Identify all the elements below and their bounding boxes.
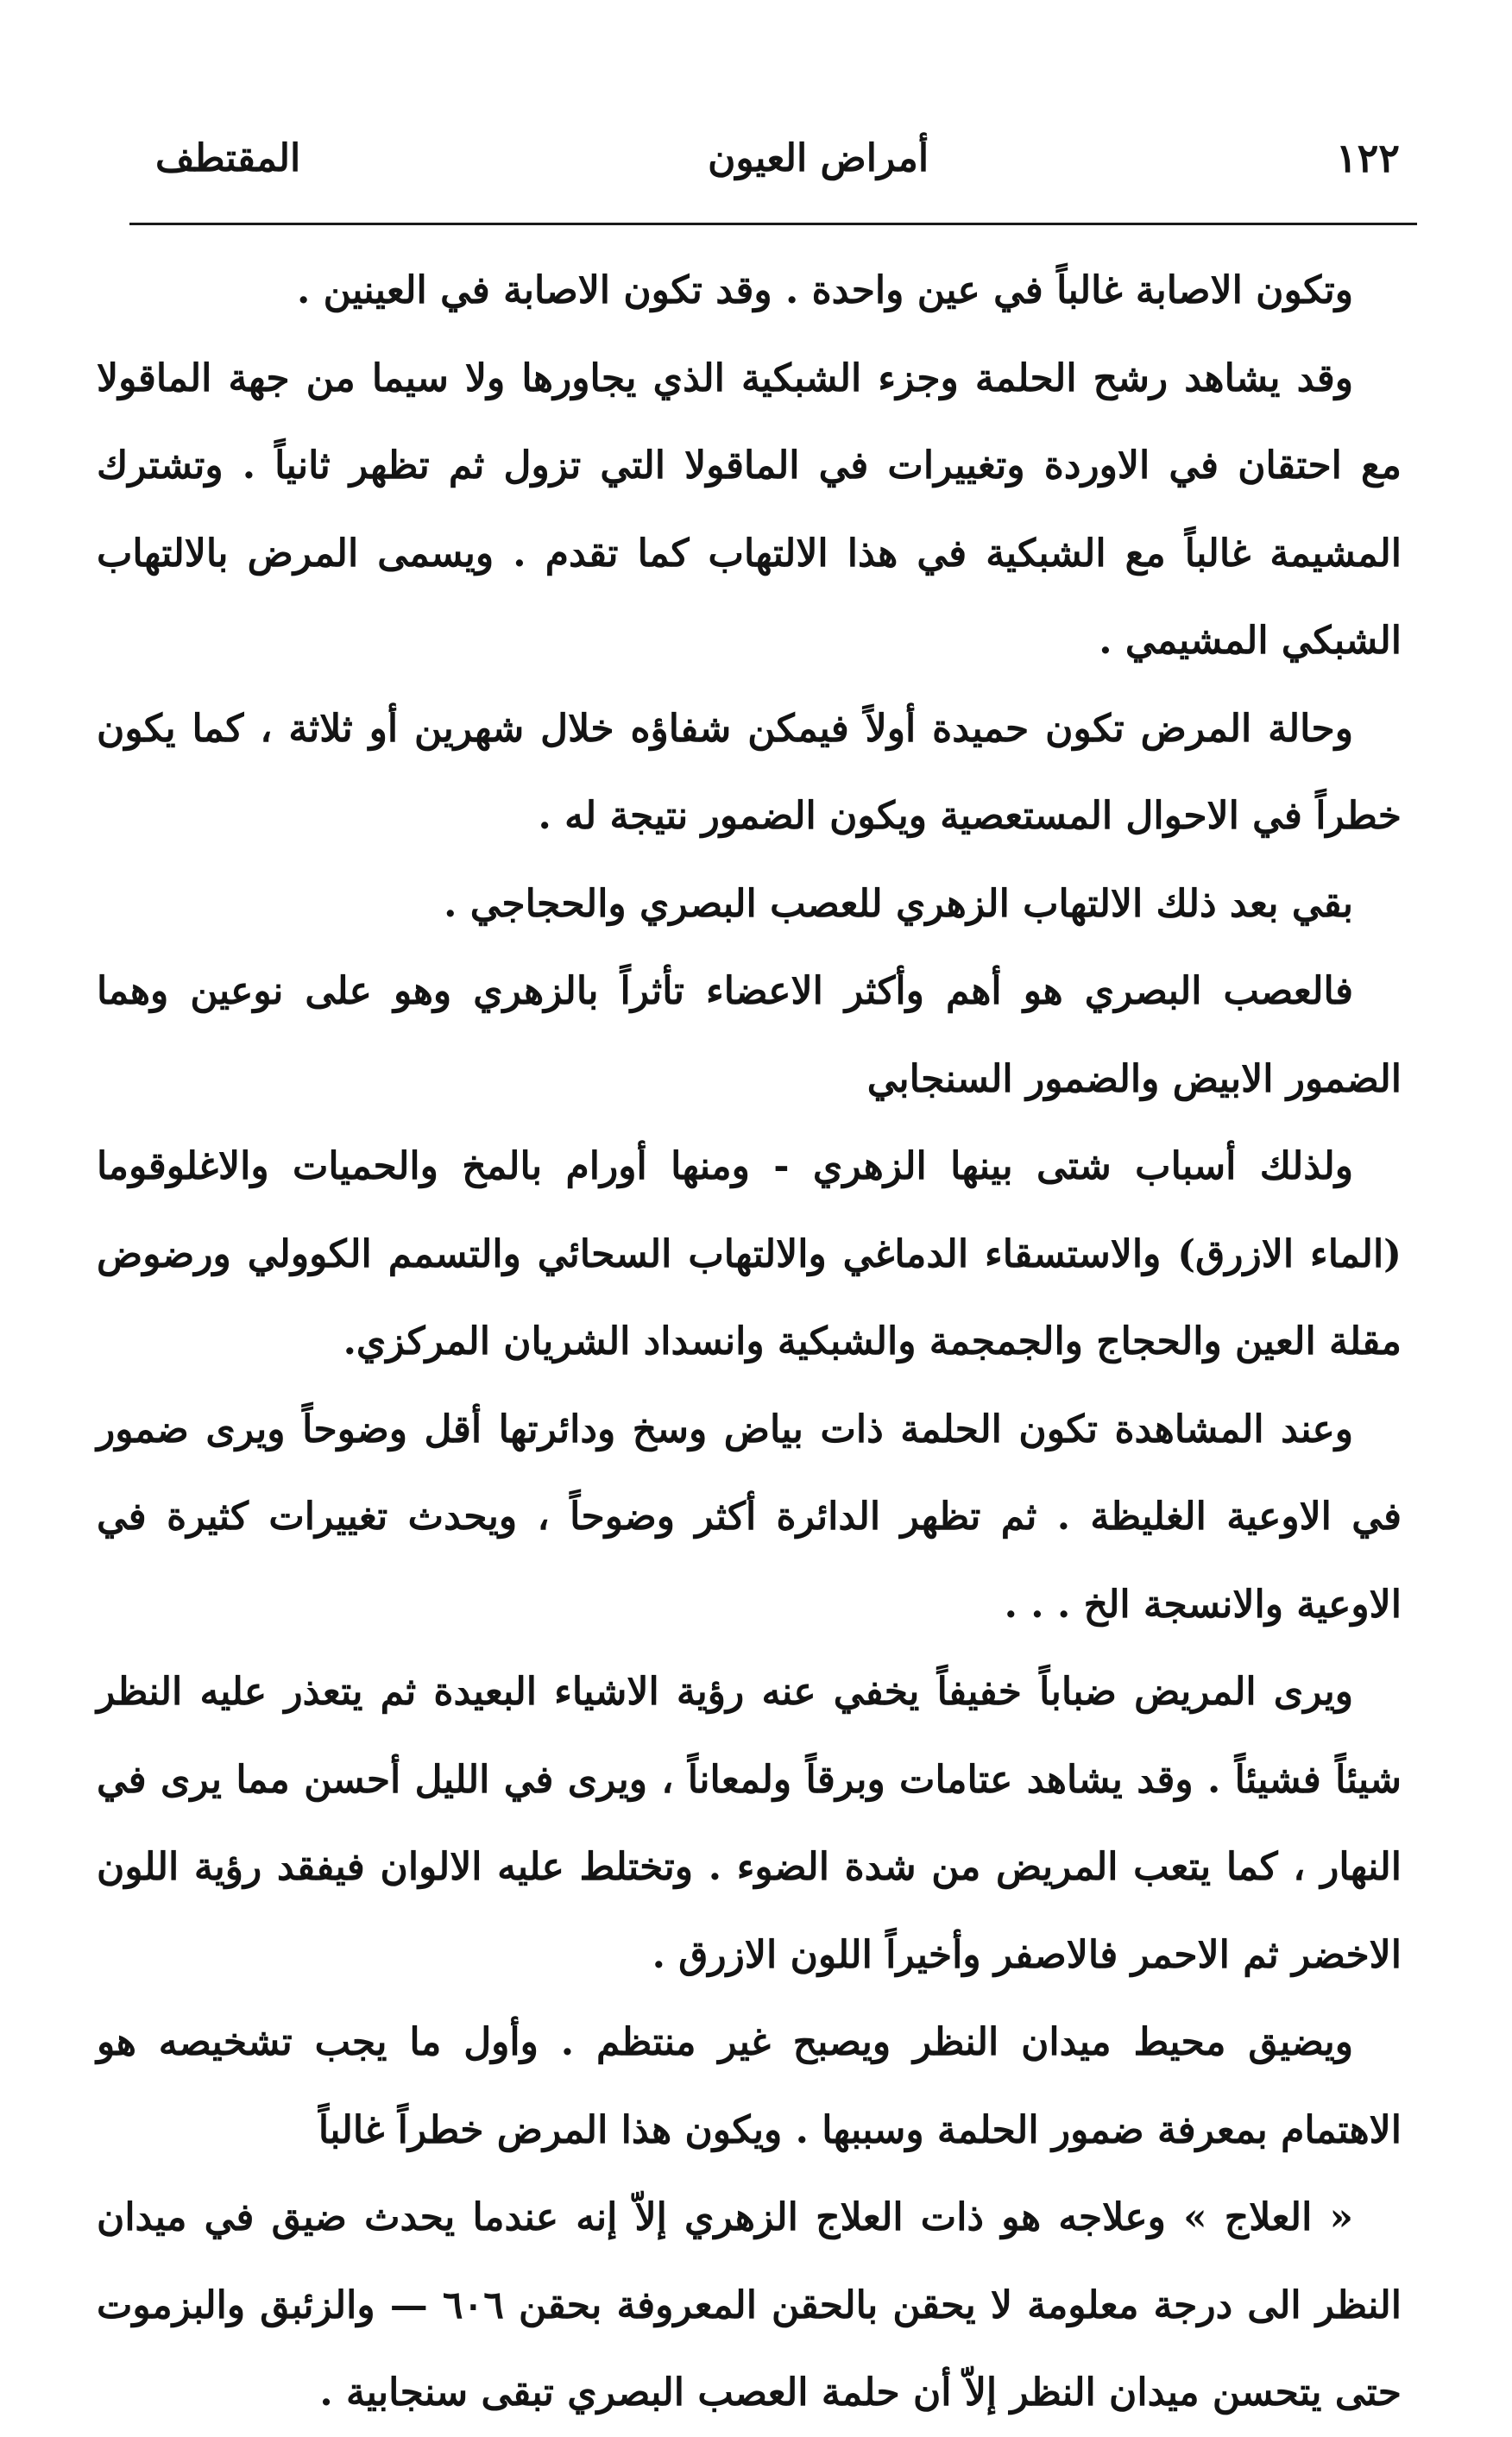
journal-name: المقتطف: [155, 135, 301, 180]
paragraph: [97, 860, 1402, 948]
paragraph-text: بقي بعد ذلك الالتهاب الزهري للعصب البصري والحجاجي .: [444, 881, 1353, 926]
article-body: [97, 247, 1402, 2437]
paragraph: [97, 1648, 1402, 1999]
running-header: [155, 128, 1400, 188]
paragraph: [97, 2174, 1402, 2437]
paragraph-text: وعند المشاهدة تكون الحلمة ذات بياض وسخ ودائرتها أقل وضوحاً ويرى ضمور في الاوعية الغليظة . ثم تظهر الدائرة أكثر وضوحاً ، ويحدث تغييرات كثيرة في الاوعية والانسجة الخ . . .: [97, 1407, 1402, 1627]
chapter-title: أمراض العيون: [708, 135, 929, 180]
page-number: ١٢٢: [1335, 135, 1400, 181]
paragraph: [97, 335, 1402, 685]
paragraph-text: وتكون الاصابة غالباً في عين واحدة . وقد تكون الاصابة في العينين .: [296, 268, 1353, 312]
paragraph-text: ولذلك أسباب شتى بينها الزهري - ومنها أورام بالمخ والحميات والاغلوقوما (الماء الازرق) والاستسقاء الدماغي والالتهاب السحائي والتسمم الكوولي ورضوض مقلة العين والحجاج والجمجمة والشبكية وانسداد الشريان المركزي.: [97, 1144, 1402, 1363]
paragraph-text: ويضيق محيط ميدان النظر ويصبح غير منتظم . وأول ما يجب تشخيصه هو الاهتمام بمعرفة ضمور الحلمة وسببها . ويكون هذا المرض خطراً غالباً: [97, 2020, 1402, 2152]
paragraph: [97, 1386, 1402, 1649]
paragraph: [97, 247, 1402, 335]
paragraph-text: ويرى المريض ضباباً خفيفاً يخفي عنه رؤية الاشياء البعيدة ثم يتعذر عليه النظر شيئاً فشيئاً . وقد يشاهد عتامات وبرقاً ولمعاناً ، ويرى في الليل أحسن مما يرى في النهار ، كما يتعب المريض من شدة الضوء . وتختلط عليه الالوان فيفقد رؤية اللون الاخضر ثم الاحمر فالاصفر وأخيراً اللون الازرق .: [97, 1670, 1402, 1977]
header-rule: [129, 223, 1417, 225]
paragraph-text: وقد يشاهد رشح الحلمة وجزء الشبكية الذي يجاورها ولا سيما من جهة الماقولا مع احتقان في الاوردة وتغييرات في الماقولا التي تزول ثم تظهر ثانياً . وتشترك المشيمة غالباً مع الشبكية في هذا الالتهاب كما تقدم . ويسمى المرض بالالتهاب الشبكي المشيمي .: [97, 356, 1402, 663]
paragraph-text: وعلاجه هو ذات العلاج الزهري إلاّ إنه عندما يحدث ضيق في ميدان النظر الى درجة معلومة لا يحقن بالحقن المعروفة بحقن ٦٠٦ — والزئبق والبزموت حتى يتحسن ميدان النظر إلاّ أن حلمة العصب البصري تبقى سنجابية .: [97, 2195, 1402, 2415]
paragraph-text: فالعصب البصري هو أهم وأكثر الاعضاء تأثراً بالزهري وهو على نوعين وهما الضمور الابيض والضمور السنجابي: [97, 969, 1402, 1101]
paragraph: [97, 948, 1402, 1123]
paragraph: [97, 685, 1402, 860]
paragraph: [97, 1999, 1402, 2174]
paragraph: [97, 1123, 1402, 1386]
paragraph-text: وحالة المرض تكون حميدة أولاً فيمكن شفاؤه خلال شهرين أو ثلاثة ، كما يكون خطراً في الاحوال المستعصية ويكون الضمور نتيجة له .: [97, 706, 1402, 838]
section-lead: « العلاج »: [1183, 2195, 1354, 2239]
